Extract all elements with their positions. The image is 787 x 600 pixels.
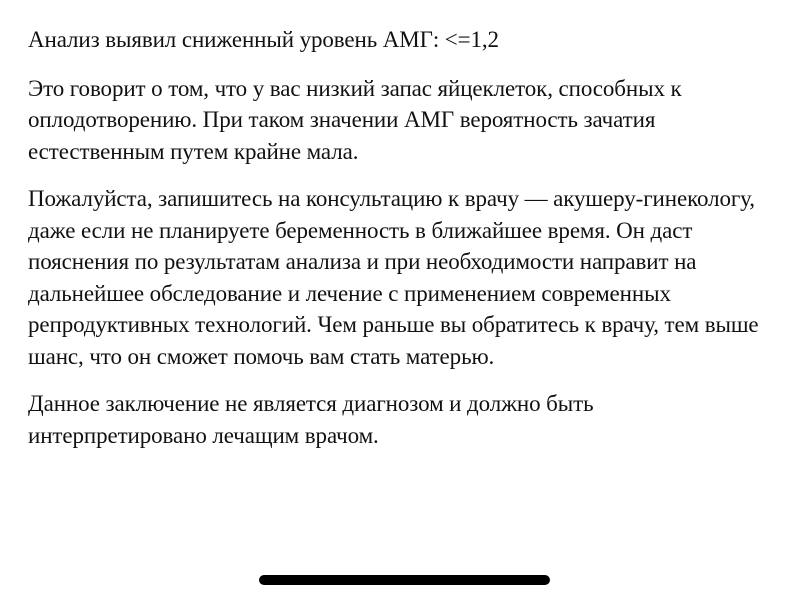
home-indicator-bar[interactable] — [259, 575, 550, 585]
disclaimer: Данное заключение не является диагнозом и должно быть интерпретировано лечащим врачом. — [28, 391, 594, 448]
result-explanation: Это говорит о том, что у вас низкий запас яйцеклеток, способных к оплодотворению. При таком значении АМГ вероятность зачатия естественным путем крайне мала. — [28, 75, 682, 164]
result-conclusion — [28, 24, 773, 467]
doctor-recommendation: Пожалуйста, запишитесь на консультацию к врачу — акушеру-гинекологу, даже если не планируете беременность в ближайшее время. Он даст пояснения по результатам анализа и при необходимости направит на дальнейшее обследование и лечение с применением современных репродуктивных технологий. Чем раньше вы обратитесь к врачу, тем выше шанс, что он сможет помочь вам стать матерью. — [28, 186, 759, 369]
result-heading: Анализ выявил сниженный уровень АМГ: <=1,2 — [28, 27, 499, 52]
